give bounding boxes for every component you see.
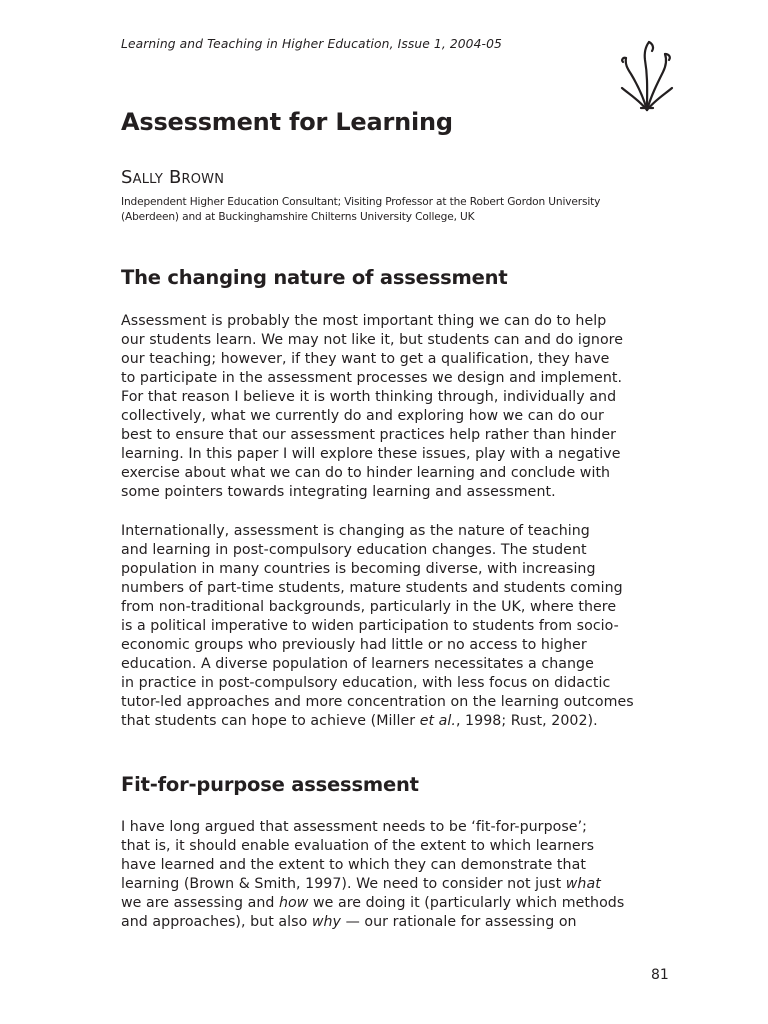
text-line: best to ensure that our assessment practices help rather than hinder	[121, 427, 616, 443]
paragraph	[121, 818, 624, 932]
text-line: in practice in post-compulsory education, with less focus on didactic	[121, 675, 611, 691]
text-line: collectively, what we currently do and exploring how we can do our	[121, 408, 604, 424]
italic-run: what	[565, 876, 601, 892]
text-line: Internationally, assessment is changing as the nature of teaching	[121, 523, 590, 539]
text-run: we are assessing and	[121, 895, 279, 911]
text-line: population in many countries is becoming diverse, with increasing	[121, 561, 596, 577]
text-line-citation	[121, 712, 634, 731]
author-affiliation	[121, 195, 641, 225]
journal-logo-icon	[617, 38, 677, 116]
text-run: , 1998; Rust, 2002).	[455, 713, 598, 729]
paragraph	[121, 312, 623, 502]
text-run: learning (Brown & Smith, 1997). We need to consider not just	[121, 876, 566, 892]
text-line: our students learn. We may not like it, but students can and do ignore	[121, 332, 624, 348]
text-run: we are doing it (particularly which methods	[308, 895, 625, 911]
text-line: economic groups who previously had little or no access to higher	[121, 637, 587, 653]
text-line	[121, 913, 624, 932]
text-run: and approaches), but also	[121, 914, 312, 930]
text-line	[121, 875, 624, 894]
text-run: — our rationale for assessing on	[341, 914, 577, 930]
text-line: exercise about what we can do to hinder learning and conclude with	[121, 465, 611, 481]
text-line: education. A diverse population of learners necessitates a change	[121, 656, 594, 672]
text-line: For that reason I believe it is worth thinking through, individually and	[121, 389, 617, 405]
text-line: some pointers towards integrating learning and assessment.	[121, 484, 556, 500]
italic-run: et al.	[419, 713, 456, 729]
text-line: to participate in the assessment processes we design and implement.	[121, 370, 623, 386]
italic-run: how	[279, 895, 309, 911]
text-run: that students can hope to achieve (Miller	[121, 713, 420, 729]
text-line	[121, 894, 624, 913]
text-line: Assessment is probably the most important thing we can do to help	[121, 313, 607, 329]
section-heading: Fit-for-purpose assessment	[121, 773, 419, 796]
page-number: 81	[651, 967, 669, 983]
affiliation-line: Independent Higher Education Consultant; Visiting Professor at the Robert Gordon University	[121, 196, 601, 208]
text-line: I have long argued that assessment needs to be ‘fit-for-purpose’;	[121, 819, 587, 835]
paragraph	[121, 522, 634, 731]
text-line: our teaching; however, if they want to get a qualification, they have	[121, 351, 610, 367]
running-head: Learning and Teaching in Higher Education, Issue 1, 2004-05	[121, 37, 502, 51]
italic-run: why	[311, 914, 342, 930]
text-line: from non-traditional backgrounds, particularly in the UK, where there	[121, 599, 617, 615]
text-line: is a political imperative to widen participation to students from socio-	[121, 618, 619, 634]
text-line: tutor-led approaches and more concentration on the learning outcomes	[121, 694, 634, 710]
article-title: Assessment for Learning	[121, 108, 453, 136]
text-line: numbers of part-time students, mature students and students coming	[121, 580, 623, 596]
text-line: that is, it should enable evaluation of the extent to which learners	[121, 838, 595, 854]
text-line: and learning in post-compulsory education changes. The student	[121, 542, 587, 558]
text-line: have learned and the extent to which they can demonstrate that	[121, 857, 586, 873]
text-line: learning. In this paper I will explore these issues, play with a negative	[121, 446, 621, 462]
author-name: Sally Brown	[121, 167, 225, 188]
section-heading: The changing nature of assessment	[121, 266, 508, 289]
affiliation-line: (Aberdeen) and at Buckinghamshire Chilterns University College, UK	[121, 211, 475, 223]
